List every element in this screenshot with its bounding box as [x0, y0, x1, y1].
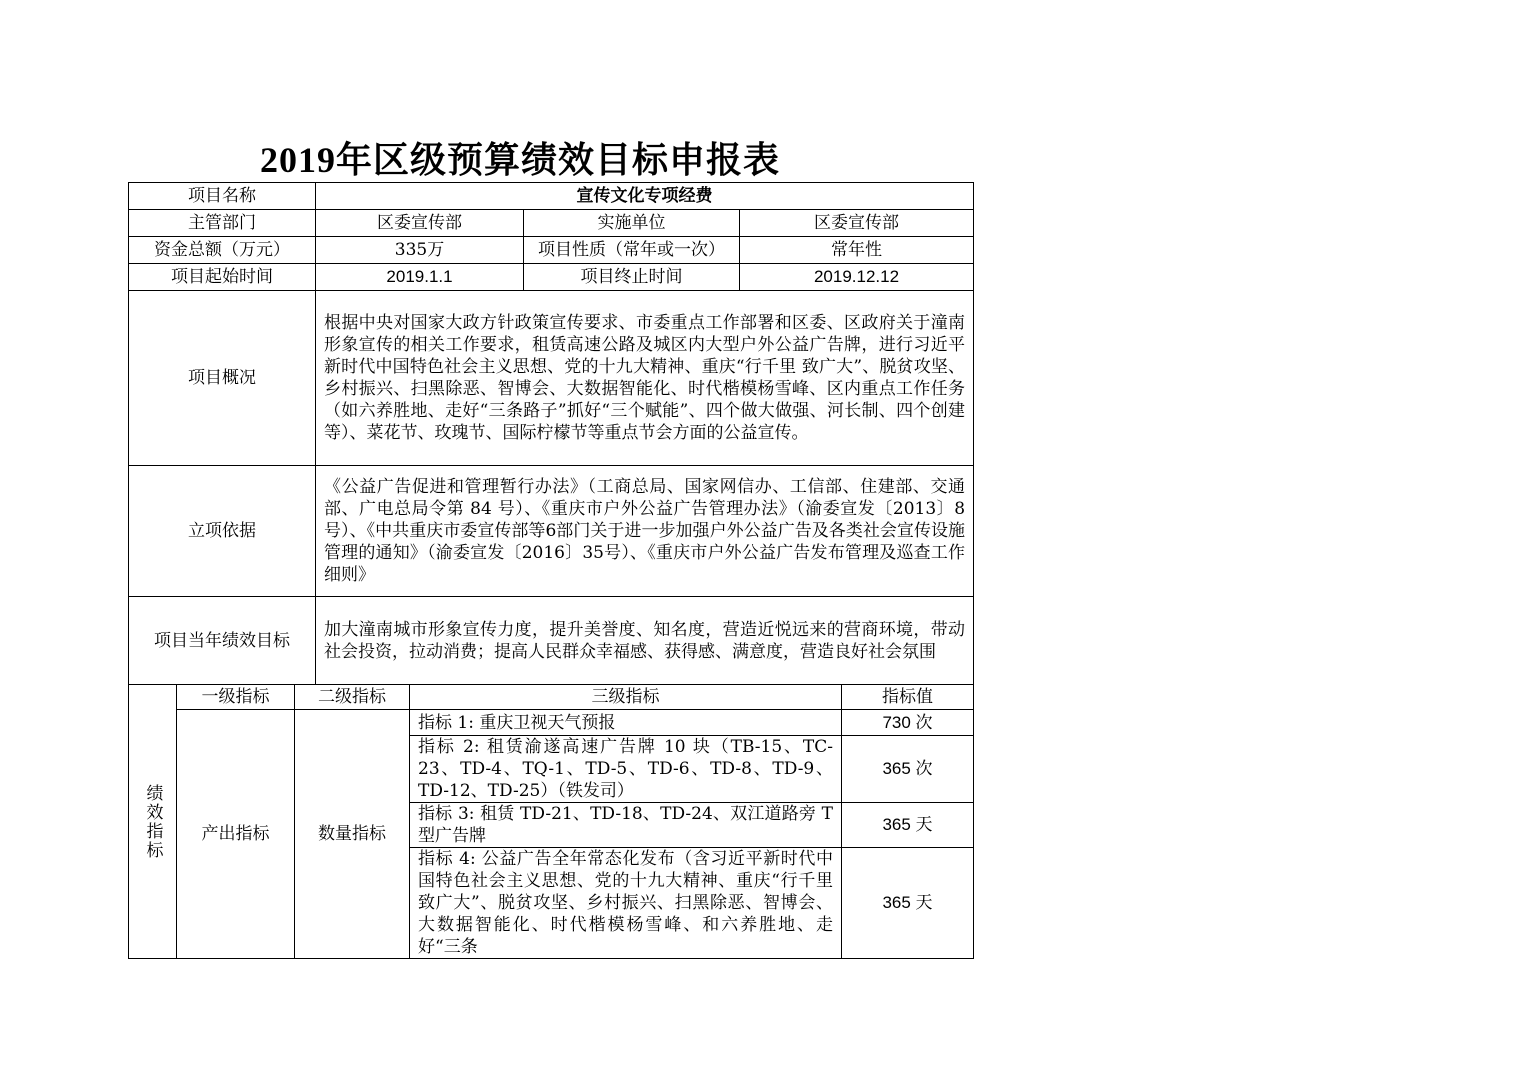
start-date-label: 项目起始时间: [129, 264, 316, 291]
department-value: 区委宣传部: [316, 210, 524, 237]
header-value: 指标值: [842, 685, 974, 710]
header-level3: 三级指标: [410, 685, 842, 710]
overview-text: 根据中央对国家大政方针政策宣传要求、市委重点工作部署和区委、区政府关于潼南形象宣传的相关工作要求，租赁高速公路及城区内大型户外公益广告牌，进行习近平新时代中国特色社会主义思想、党的十九大精神、重庆“行千里 致广大”、脱贫攻坚、乡村振兴、扫黑除恶、智博会、大数据智能化、时代楷模杨雪峰、区内重点工作任务（如六养胜地、走好“三条路子”抓好“三个赋能”、四个做大做强、河长制、四个创建等）、菜花节、玫瑰节、国际柠檬节等重点节会方面的公益宣传。: [316, 291, 974, 466]
indicator-row-4-value: 365 天: [842, 848, 974, 959]
project-name-value: 宣传文化专项经费: [316, 183, 974, 210]
project-nature-value: 常年性: [740, 237, 974, 264]
indicator-row-1-text: 指标 1: 重庆卫视天气预报: [410, 710, 842, 736]
indicator-row-1-value: 730 次: [842, 710, 974, 736]
indicator-row-2-value: 365 次: [842, 736, 974, 803]
overview-label: 项目概况: [129, 291, 316, 466]
funds-label: 资金总额（万元）: [129, 237, 316, 264]
page-title: 2019年区级预算绩效目标申报表: [260, 140, 781, 180]
end-date-label: 项目终止时间: [524, 264, 740, 291]
indicator-row-3-value: 365 天: [842, 803, 974, 848]
project-info-table: [128, 182, 974, 685]
project-name-label: 项目名称: [129, 183, 316, 210]
indicator-row-3-text: 指标 3: 租赁 TD-21、TD-18、TD-24、双江道路旁 T 型广告牌: [410, 803, 842, 848]
goal-text: 加大潼南城市形象宣传力度，提升美誉度、知名度，营造近悦远来的营商环境，带动社会投资，拉动消费；提高人民群众幸福感、获得感、满意度，营造良好社会氛围: [316, 597, 974, 685]
goal-label: 项目当年绩效目标: [129, 597, 316, 685]
funds-value: 335万: [316, 237, 524, 264]
basis-label: 立项依据: [129, 466, 316, 597]
department-label: 主管部门: [129, 210, 316, 237]
header-level2: 二级指标: [295, 685, 410, 710]
indicator-row-4-text: 指标 4: 公益广告全年常态化发布（含习近平新时代中国特色社会主义思想、党的十九大精神、重庆“行千里 致广大”、脱贫攻坚、乡村振兴、扫黑除恶、智博会、大数据智能化、时代楷模杨雪峰、和六养胜地、走好“三条: [410, 848, 842, 959]
project-nature-label: 项目性质（常年或一次）: [524, 237, 740, 264]
level1-indicator: 产出指标: [177, 710, 295, 959]
indicators-section-text: 绩效指标: [142, 783, 163, 860]
start-date-value: 2019.1.1: [316, 264, 524, 291]
indicators-section-label: [129, 685, 177, 959]
implementing-unit-value: 区委宣传部: [740, 210, 974, 237]
header-level1: 一级指标: [177, 685, 295, 710]
indicator-row-2-text: 指标 2: 租赁渝遂高速广告牌 10 块（TB-15、TC-23、TD-4、TQ-1、TD-5、TD-6、TD-8、TD-9、TD-12、TD-25）（铁发司）: [410, 736, 842, 803]
implementing-unit-label: 实施单位: [524, 210, 740, 237]
end-date-value: 2019.12.12: [740, 264, 974, 291]
level2-indicator: 数量指标: [295, 710, 410, 959]
indicators-table: [128, 684, 974, 959]
basis-text: 《公益广告促进和管理暂行办法》（工商总局、国家网信办、工信部、住建部、交通部、广电总局令第 84 号）、《重庆市户外公益广告管理办法》（渝委宣发〔2013〕8号）、《中共重庆市委宣传部等6部门关于进一步加强户外公益广告及各类社会宣传设施管理的通知》（渝委宣发〔2016〕35号）、《重庆市户外公益广告发布管理及巡查工作细则》: [316, 466, 974, 597]
